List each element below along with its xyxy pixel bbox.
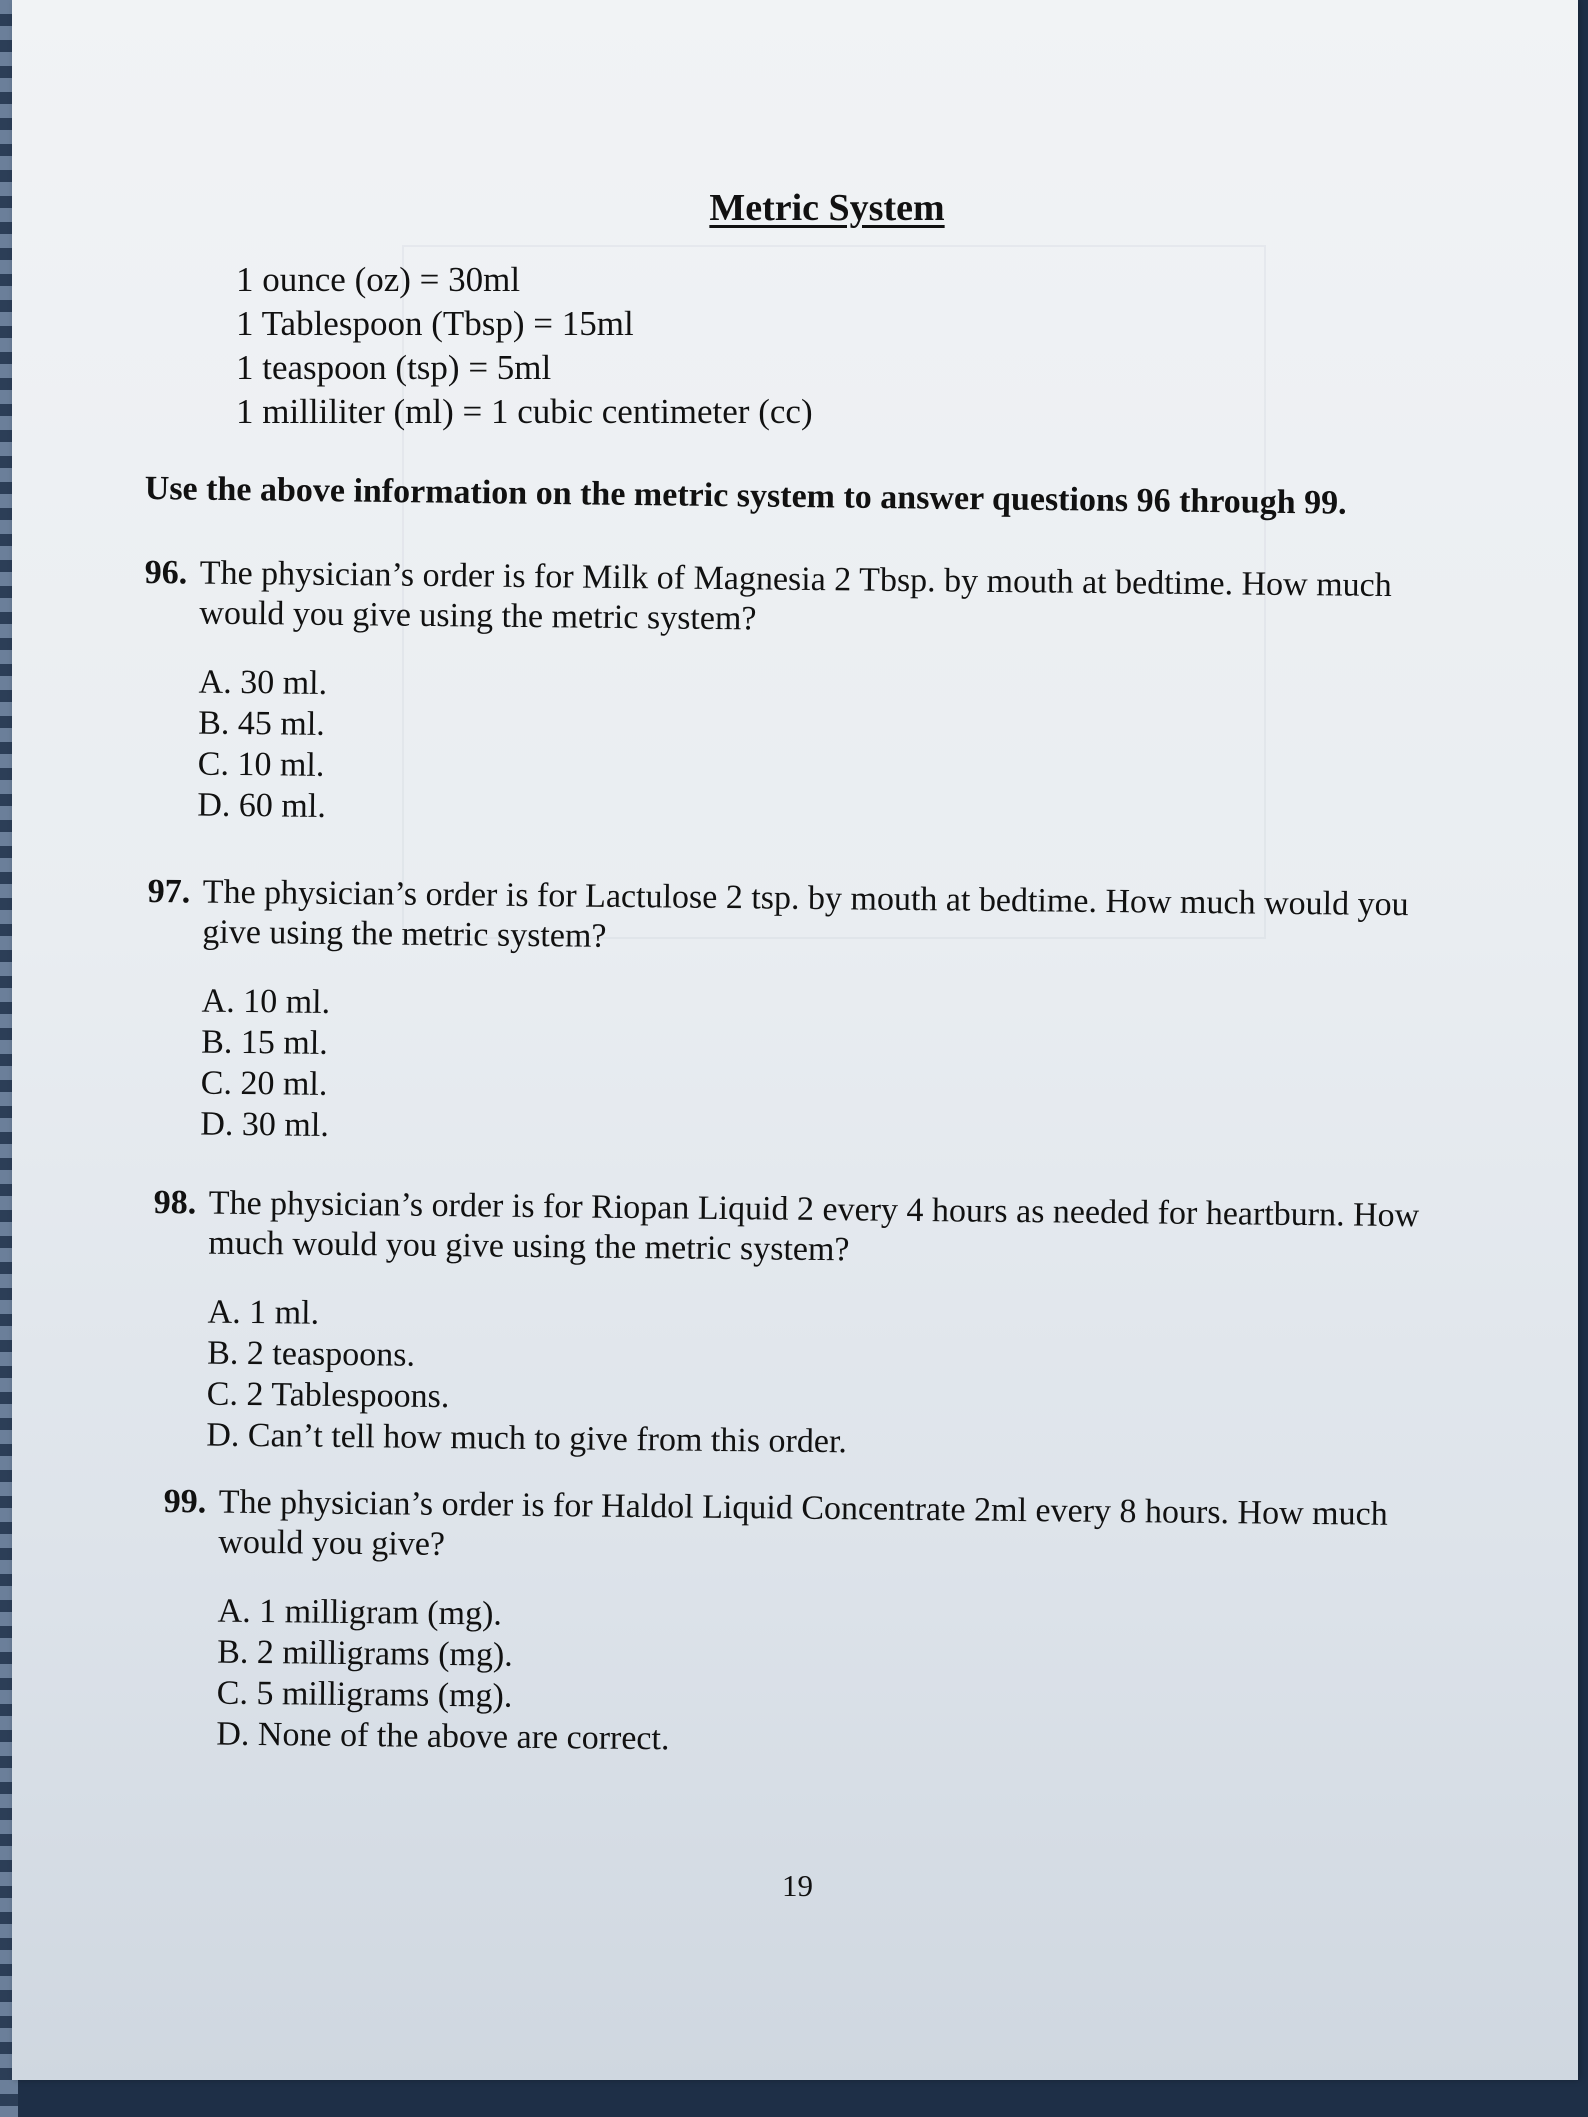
question-number: 96.	[144, 553, 188, 592]
answer-option: A. 30 ml.	[198, 663, 328, 702]
conversion-item: 1 milliliter (ml) = 1 cubic centimeter (cc)	[236, 392, 813, 431]
page-title: Metric System	[709, 187, 945, 229]
question-96	[142, 553, 1440, 839]
question-text: The physician’s order is for Lactulose 2 tsp. by mouth at bedtime. How much would you give using the metric system?	[202, 873, 1409, 955]
answer-options	[161, 1590, 1458, 1768]
document-page	[12, 0, 1578, 2080]
conversion-item: 1 ounce (oz) = 30ml	[236, 260, 521, 299]
answer-option: D. 60 ml.	[197, 786, 327, 825]
conversion-item: 1 Tablespoon (Tbsp) = 15ml	[236, 304, 634, 343]
answer-option: D. Can’t tell how much to give from this order.	[206, 1416, 848, 1461]
question-text: The physician’s order is for Haldol Liquid Concentrate 2ml every 8 hours. How much would you give?	[218, 1483, 1388, 1563]
answer-option: A. 1 ml.	[207, 1293, 320, 1332]
answer-option: B. 45 ml.	[198, 704, 325, 743]
answer-option: B. 2 milligrams (mg).	[217, 1633, 513, 1674]
answer-options	[145, 980, 1442, 1158]
question-number: 98.	[153, 1184, 197, 1222]
answer-option: C. 2 Tablespoons.	[206, 1375, 450, 1416]
question-text: The physician’s order is for Riopan Liquid 2 every 4 hours as needed for heartburn. How much would you give using the metric system?	[208, 1184, 1420, 1269]
question-number: 97.	[147, 872, 191, 911]
question-98	[151, 1183, 1449, 1469]
answer-option: A. 10 ml.	[201, 982, 331, 1021]
question-99	[161, 1482, 1459, 1768]
question-number: 99.	[163, 1483, 207, 1521]
instruction-text: Use the above information on the metric system to answer questions 96 through 99.	[144, 470, 1347, 522]
answer-option: A. 1 milligram (mg).	[217, 1592, 503, 1633]
answer-option: D. 30 ml.	[200, 1105, 330, 1144]
answer-option: D. None of the above are correct.	[216, 1715, 670, 1758]
answer-option: C. 5 milligrams (mg).	[216, 1674, 513, 1715]
conversion-list	[236, 258, 813, 434]
answer-option: B. 2 teaspoons.	[207, 1334, 416, 1374]
question-text: The physician’s order is for Milk of Magnesia 2 Tbsp. by mouth at bedtime. How much would you give using the metric system?	[199, 554, 1392, 638]
answer-option: C. 10 ml.	[197, 745, 325, 784]
answer-option: B. 15 ml.	[201, 1023, 328, 1062]
answer-options	[142, 661, 1439, 839]
answer-option: C. 20 ml.	[200, 1064, 328, 1103]
question-97	[145, 872, 1443, 1158]
page-number: 19	[782, 1868, 813, 1903]
answer-options	[151, 1291, 1448, 1469]
conversion-item: 1 teaspoon (tsp) = 5ml	[236, 348, 552, 387]
